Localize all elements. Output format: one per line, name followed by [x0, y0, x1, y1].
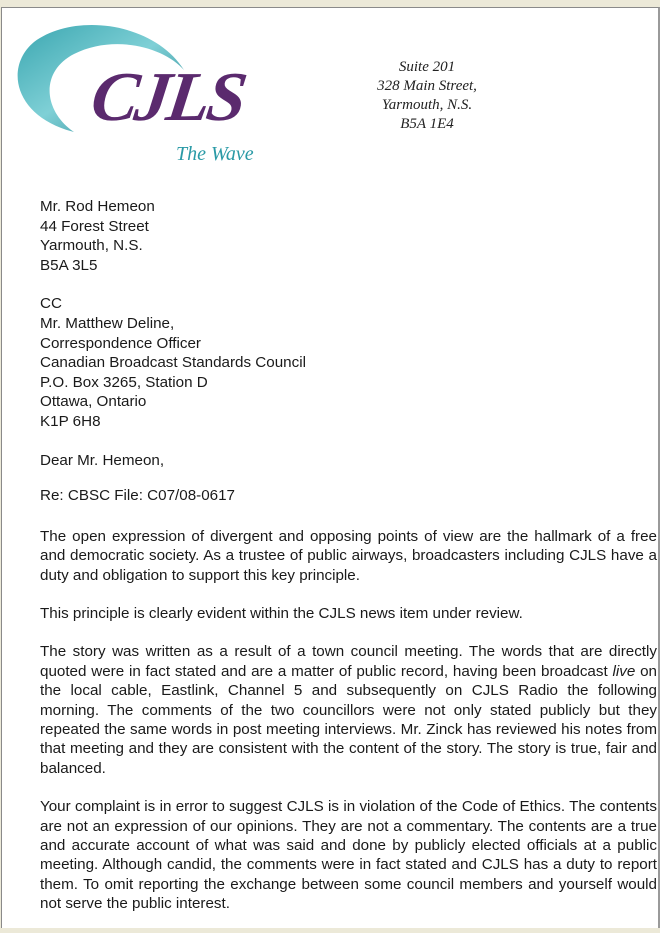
recipient-line: B5A 3L5	[40, 256, 98, 274]
cc-block	[40, 294, 657, 431]
paragraph-3-part-1: The story was written as a result of a town council meeting. The words that are directly quoted were in fact stated and are a matter of public record, having been broadcast	[40, 643, 657, 680]
letter-body	[40, 197, 657, 933]
paragraph-3-part-2: on the local cable, Eastlink, Channel 5 and subsequently on CJLS Radio the following morning. The comments of the two councillors were not only stated publicly but they repeated the same words in post meeting interviews. Mr. Zinck has reviewed his notes from that meeting and they are consistent with the content of the story. The story is true, fair and balanced.	[40, 662, 657, 777]
recipient-line: 44 Forest Street	[40, 217, 149, 235]
cc-line: Ottawa, Ontario	[40, 393, 147, 411]
paragraph-1: The open expression of divergent and opposing points of view are the hallmark of a free and democratic society. As a trustee of public airways, broadcasters including CJLS have a duty and obligation to support this key principle.	[40, 527, 657, 584]
recipient-line: Mr. Rod Hemeon	[40, 198, 155, 215]
cc-line: Mr. Matthew Deline,	[40, 314, 175, 332]
subject-line: Re: CBSC File: C07/08-0617	[40, 487, 235, 505]
cc-line: K1P 6H8	[40, 412, 101, 430]
paragraph-4: Your complaint is in error to suggest CJLS is in violation of the Code of Ethics. The contents are not an expression of our opinions. They are not a commentary. The contents are a true and accurate account of what was said and done by publicly elected officials at a public meeting. Although candid, the comments were in fact stated and CJLS has a duty to report them. To omit reporting the exchange between some council members and yourself would not serve the public interest.	[40, 798, 657, 913]
address-line: Suite 201	[398, 59, 456, 75]
cc-line: Correspondence Officer	[40, 334, 201, 352]
recipient-line: Yarmouth, N.S.	[40, 237, 143, 255]
paragraph-3-italic: live	[612, 662, 636, 680]
logo-wordmark: CJLS	[86, 58, 249, 136]
address-line: B5A 1E4	[400, 116, 454, 132]
cjls-logo	[4, 12, 284, 167]
cc-line: P.O. Box 3265, Station D	[40, 373, 208, 391]
logo-tagline: The Wave	[176, 143, 254, 165]
address-line: 328 Main Street,	[377, 78, 477, 94]
sender-address	[332, 58, 522, 134]
cc-label: CC	[40, 295, 62, 313]
recipient-address	[40, 197, 657, 275]
salutation: Dear Mr. Hemeon,	[40, 451, 165, 469]
cc-line: Canadian Broadcast Standards Council	[40, 354, 306, 372]
paragraph-2: This principle is clearly evident within the CJLS news item under review.	[40, 604, 523, 622]
letter-page	[1, 7, 660, 928]
address-line: Yarmouth, N.S.	[381, 97, 473, 113]
paragraph-3	[40, 642, 657, 778]
